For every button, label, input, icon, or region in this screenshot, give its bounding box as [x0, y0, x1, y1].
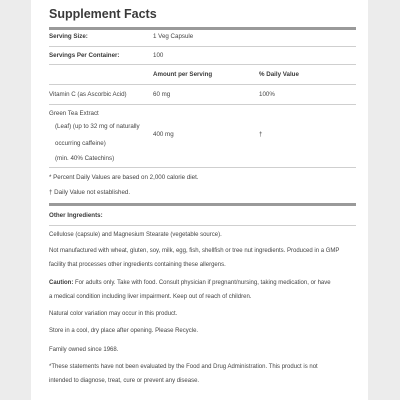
caution-body: For adults only. Take with food. Consult physician if pregnant/nursing, taking medication, or have — [73, 280, 331, 286]
allergen-text: facility that processes other ingredients containing these allergens. — [49, 262, 226, 268]
fda-disclaimer-text: intended to diagnose, treat, cure or prevent any disease. — [49, 378, 200, 384]
caution-label: Caution: — [49, 280, 74, 286]
panel-title: Supplement Facts — [49, 7, 157, 21]
storage-text: Store in a cool, dry place after opening. Please Recycle. — [49, 328, 199, 334]
nutrient-dv: † — [259, 131, 263, 138]
title-divider — [49, 27, 356, 30]
nutrient-sub-line: (min. 40% Catechins) — [55, 155, 115, 162]
footnote: † Daily Value not established. — [49, 189, 131, 196]
allergen-text: Not manufactured with wheat, gluten, soy, milk, egg, fish, shellfish or tree nut ingredients. Produced in a GMP — [49, 248, 340, 254]
ingredients-text: Cellulose (capsule) and Magnesium Stearate (vegetable source). — [49, 232, 222, 238]
servings-per-container-label: Servings Per Container: — [49, 52, 120, 59]
serving-size-value: 1 Veg Capsule — [153, 33, 194, 40]
footnote: * Percent Daily Values are based on 2,000 calorie diet. — [49, 174, 199, 181]
caution-text — [49, 277, 356, 289]
nutrient-name: Vitamin C (as Ascorbic Acid) — [49, 91, 127, 98]
servings-per-container-value: 100 — [153, 52, 164, 59]
section-divider — [49, 203, 356, 206]
nutrient-dv: 100% — [259, 91, 275, 98]
divider — [49, 104, 356, 105]
color-variation-text: Natural color variation may occur in this product. — [49, 311, 178, 317]
divider — [49, 167, 356, 168]
divider — [49, 46, 356, 47]
nutrient-sub-line: (Leaf) (up to 32 mg of naturally — [55, 123, 140, 130]
divider — [49, 225, 356, 226]
supplement-facts-panel — [31, 0, 368, 400]
nutrient-name: Green Tea Extract — [49, 110, 99, 117]
other-ingredients-heading: Other Ingredients: — [49, 212, 103, 219]
serving-size-label: Serving Size: — [49, 33, 88, 40]
nutrient-amount: 400 mg — [153, 131, 174, 138]
caution-text: a medical condition including liver impairment. Keep out of reach of children. — [49, 294, 252, 300]
nutrient-amount: 60 mg — [153, 91, 171, 98]
amount-per-serving-header: Amount per Serving — [153, 71, 213, 78]
daily-value-header: % Daily Value — [259, 71, 299, 78]
fda-disclaimer-text: *These statements have not been evaluated by the Food and Drug Administration. This product is not — [49, 364, 318, 370]
divider — [49, 84, 356, 85]
divider — [49, 64, 356, 65]
family-owned-text: Family owned since 1968. — [49, 347, 119, 353]
nutrient-sub-line: occurring caffeine) — [55, 140, 106, 147]
